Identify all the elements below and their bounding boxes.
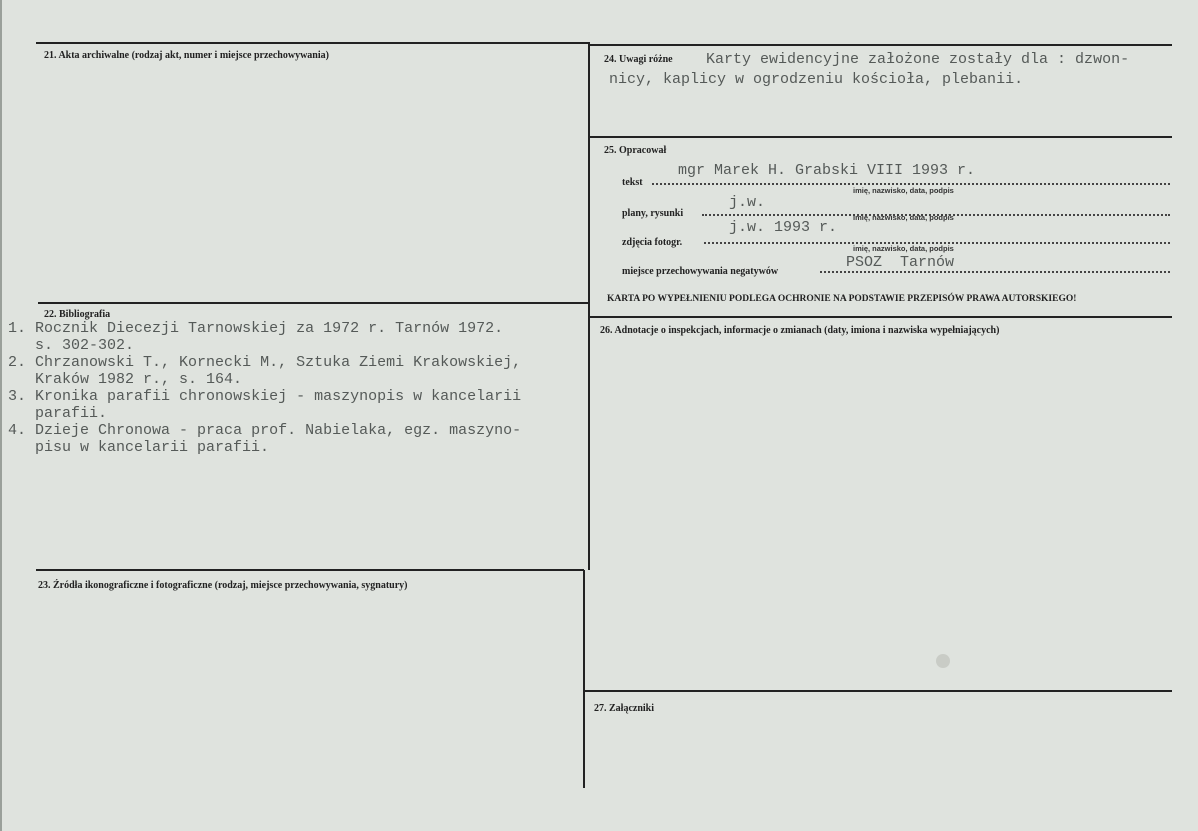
- zdjecia-caption: imię, nazwisko, data, podpis: [853, 244, 954, 253]
- tekst-label: tekst: [622, 177, 643, 188]
- rule-22-23: [36, 569, 584, 571]
- miejsce-line: [820, 271, 1170, 273]
- rule-25-26: [590, 316, 1172, 318]
- rule-24-25: [590, 136, 1172, 138]
- item-number: 1.: [8, 320, 27, 337]
- bibliography-item: [8, 405, 521, 422]
- item-number: 3.: [8, 388, 27, 405]
- miejsce-value: PSOZ Tarnów: [846, 254, 955, 271]
- bibliography-item: [8, 354, 521, 371]
- zdjecia-value: j.w. 1993 r.: [729, 219, 838, 236]
- bibliography-item: [8, 439, 521, 456]
- tekst-value: mgr Marek H. Grabski VIII 1993 r.: [678, 162, 976, 179]
- item-number: 4.: [8, 422, 27, 439]
- item-text: Dzieje Chronowa - praca prof. Nabielaka, egz. maszyno-: [35, 422, 522, 439]
- section-24-label: 24. Uwagi różne: [604, 54, 673, 65]
- section-21-label: 21. Akta archiwalne (rodzaj akt, numer i miejsce przechowywania): [44, 50, 329, 61]
- copyright-notice: KARTA PO WYPEŁNIENIU PODLEGA OCHRONIE NA PODSTAWIE PRZEPISÓW PRAWA AUTORSKIEGO!: [607, 294, 1077, 304]
- bibliography-item: [8, 337, 521, 354]
- item-text: Kronika parafii chronowskiej - maszynopis w kancelarii: [35, 388, 522, 405]
- stain-mark: [936, 654, 950, 668]
- rule-21-22: [38, 302, 588, 304]
- plany-caption: imię, nazwisko, data, podpis: [853, 213, 954, 222]
- zdjecia-label: zdjęcia fotogr.: [622, 237, 683, 248]
- remarks-line-1: Karty ewidencyjne założone zostały dla : dzwon-: [706, 51, 1130, 68]
- plany-label: plany, rysunki: [622, 208, 684, 219]
- bibliography-list: [8, 320, 521, 456]
- plany-value: j.w.: [729, 194, 766, 211]
- bibliography-item: [8, 422, 521, 439]
- tekst-line: [652, 183, 1170, 185]
- section-22-label: 22. Bibliografia: [44, 309, 111, 320]
- center-divider: [588, 42, 590, 570]
- item-text: s. 302-302.: [35, 337, 135, 354]
- item-number: 2.: [8, 354, 27, 371]
- bibliography-item: [8, 371, 521, 388]
- item-text: pisu w kancelarii parafii.: [35, 439, 270, 456]
- section-23-label: 23. Źródła ikonograficzne i fotograficzne (rodzaj, miejsce przechowywania, sygnatury): [38, 580, 408, 591]
- center-divider-lower: [583, 570, 585, 788]
- tekst-caption: imię, nazwisko, data, podpis: [853, 186, 954, 195]
- bibliography-item: [8, 320, 521, 337]
- section-27-label: 27. Załączniki: [594, 703, 655, 714]
- section-26-label: 26. Adnotacje o inspekcjach, informacje o zmianach (daty, imiona i nazwiska wypełniających): [600, 325, 1000, 336]
- item-text: Chrzanowski T., Kornecki M., Sztuka Ziemi Krakowskiej,: [35, 354, 522, 371]
- remarks-line-2: nicy, kaplicy w ogrodzeniu kościoła, plebanii.: [609, 71, 1024, 88]
- item-text: Rocznik Diecezji Tarnowskiej za 1972 r. Tarnów 1972.: [35, 320, 504, 337]
- top-rule-left: [36, 42, 589, 44]
- rule-26-27: [584, 690, 1172, 692]
- item-text: Kraków 1982 r., s. 164.: [35, 371, 243, 388]
- section-25-label: 25. Opracował: [604, 145, 667, 156]
- item-text: parafii.: [35, 405, 108, 422]
- top-rule-right: [590, 44, 1172, 46]
- bibliography-item: [8, 388, 521, 405]
- miejsce-label: miejsce przechowywania negatywów: [622, 266, 779, 277]
